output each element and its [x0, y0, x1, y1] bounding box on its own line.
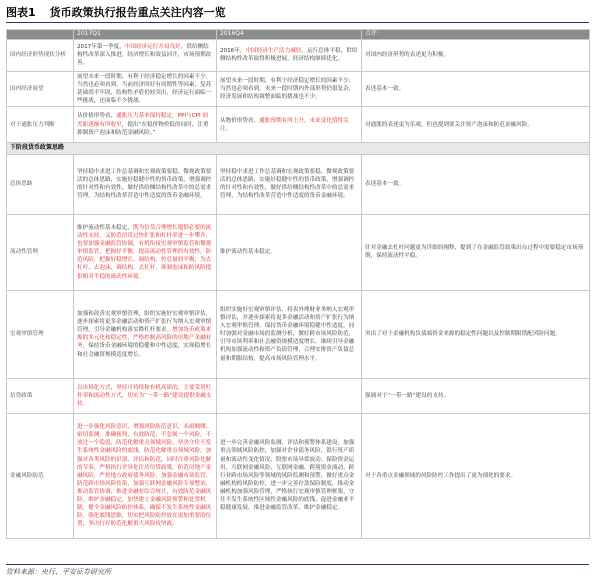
- title-rule: [6, 22, 589, 23]
- cell-comment: 对通胀的表述更为乐观，但也提到要关注资产泡沫和防范金融风险。: [362, 107, 590, 143]
- cell-2017q1: [74, 154, 217, 214]
- row-label: 信贷政策: [7, 378, 74, 413]
- table-row: [7, 107, 590, 143]
- table-row: [7, 154, 590, 214]
- cell-comment: 强调对于“一带一路”建设的支持。: [362, 378, 590, 413]
- table-row: [7, 378, 590, 413]
- highlighted-text: 中国经济运行开局良好: [124, 44, 181, 51]
- cell-comment: 突出了对于金融机构负债端资金来源的稳定性问题以及控制期限错配风险问题。: [362, 290, 590, 378]
- cell-2017q1: [74, 39, 217, 71]
- source-note: 资料来源：央行、平安证券研究所: [6, 568, 111, 576]
- figure-number: 图表1: [6, 6, 36, 19]
- header-comment: 点评: [362, 30, 590, 40]
- cell-2017q1: [74, 290, 217, 378]
- cell-comment: 表述基本一致。: [362, 154, 590, 214]
- cell-2017q1: [74, 107, 217, 143]
- row-label: 国内经济展望: [7, 71, 74, 106]
- cell-2017q1: [74, 71, 217, 106]
- cell-comment: 对国内经济形势的表述更为积极。: [362, 39, 590, 71]
- cell-2016q4: [217, 290, 362, 378]
- body-text: 2017年第一季度，: [77, 44, 125, 51]
- table-row: [7, 413, 590, 538]
- body-text: 。: [225, 125, 232, 132]
- table-row: [7, 71, 590, 106]
- cell-2016q4: [217, 378, 362, 413]
- cell-2016q4: [217, 154, 362, 214]
- body-text: 进一步完善金融风险监测、评估和预警体系建设，加强重点领域风险防控，加强对企业债务风险、银行资产质量和流动性变化情况、股票市场异常波动、保险资金运用、互联网金融风险、互联网金融、跨境资金流动、跨行业跨市场风险等领域的风险监测和预警，做好重点金融机构的风险防控，进一步完善存款保险制度，推动金融机构加强风险管理，严格执行宏观审慎管理框架，守住不发生系统性区域性金融风险的底线，促进金融业平稳健康发展，推进金融监管改革，维护金融稳定。: [220, 440, 355, 512]
- highlighted-text: 通胀预期有所上升，未来变化值得关注: [220, 117, 349, 132]
- table-header-row: [7, 30, 590, 40]
- body-text: 加强和改善宏观审慎管理，组织实施好宏观审慎评估，逐步探索将更多金融活动和资产扩张行为纳入宏观审慎管理，引导金融机构落实降杠杆要求。: [77, 310, 212, 334]
- body-text: 维护流动性基本稳定，: [77, 224, 133, 231]
- row-label: 国内经济形势现状分析: [7, 39, 74, 71]
- row-label: 宏观审慎管理: [7, 290, 74, 378]
- cell-2016q4: [217, 214, 362, 290]
- row-label: 对于通胀压力判断: [7, 107, 74, 143]
- highlighted-text: 通胀压力基本保持稳定，PPI与CPI 间差距逐渐有所收窄: [77, 113, 208, 128]
- highlighted-text: 以市场化方式，坚持可持续和有机高质的，主要采用杠杆率和流动性方式，切实为“一带一路”建设提供金融支持。: [77, 384, 212, 407]
- body-text: 维护流动性基本稳定。: [220, 249, 276, 256]
- body-text: 展望未来一段时期，有利于经济稳定增长的因素不少，当然也必须看到，未来一段时期内外部形势仍很复杂，经济发展和结构调整面临的挑战也不少。: [220, 77, 355, 100]
- table-row: [7, 39, 590, 71]
- body-text: 组织实施好宏观审慎评估，将表外理财业务纳入宏观审慎评估，并逐步探索将更多金融活动和资产扩张行为纳入宏观审慎管理，保持货币金融环境稳健中性适度，同时加强对金融市场的监测分析，做好跨市场风险防范，引导市场利率和社会融资规模适度增长。继续引导金融机构加强流动性和资产负债管理，合理安排资产负债总量和期限结构，提高市场风险管理水平。: [220, 306, 355, 362]
- cell-2016q4: [217, 413, 362, 538]
- figure-caption: 货币政策执行报告重点关注内容一览: [49, 6, 226, 19]
- cell-2016q4: [217, 107, 362, 143]
- footer-rule: [6, 564, 589, 565]
- header-2016q4: 2016Q4: [217, 30, 362, 40]
- cell-2017q1: [74, 378, 217, 413]
- highlighted-text: 进一步强化风险意识，增强风险防范意识，未雨绸缪，密切监测，准确预判，有效防范，不忽视一个风险，不放过一个隐患，防范化解重点领域风险，坚决守住不发生系统性金融风险的底线。防范化解重点领域风险，加强对各类风险的识别、评估和防范，同时注重风险化解的节奏，严格执行差异化住房信贷政策，防范房地产金融风险，严控地方政府债务风险，加强金融市场监管，防范跨市场风险传染，加强互联网金融风险专项整治，推动监管协调，推进金融业综合统计，有效防范金融风险，维护金融稳定，加快建立金融风险预警和处置机制，健全金融风险防控体系，确保不发生系统性金融风险，强化底线思维，切实把风险防控放在更加重要的位置，坚决打好防范化解重大风险攻坚战。: [77, 424, 212, 528]
- section-title: 下阶段货币政策思路: [7, 143, 590, 155]
- body-text: 从物价形势看，: [220, 117, 260, 124]
- body-text: ，提出“在稳价物价低的同时，注重抑制资产泡沫和防范金融风险。”: [77, 121, 209, 136]
- cell-comment: 表述基本一致。: [362, 71, 590, 106]
- body-text: 从价格形势看，: [77, 113, 117, 120]
- highlighted-text: 既为信贷合理增长提供必要的流动性支持，又防范信贷过快扩张和杠杆率进一步攀升，也要加强金融监管协调，有机衔接宏观审慎监管和微观审慎监管，把握好平衡，提高流动性管理的有效性，防范风险，把握好稳增长、调结构、控总量的平衡，为去杠杆、去泡沫、调结构、去杠杆，抑制泡沫和防风险提供相对平稳的流动性环境。: [77, 224, 212, 280]
- body-text: ，保持货币金融环境的稳健和中性适度，实现稳增长和社会融资规模适度增长。: [77, 343, 212, 358]
- body-text: 2016年，: [220, 48, 246, 55]
- figure-title: [6, 4, 226, 20]
- header-2017q1: 2017Q1: [74, 30, 217, 40]
- cell-2016q4: [217, 71, 362, 106]
- body-text: 坚持稳中求进工作总基调和宏观政策要稳、微观政策要活的总体思路，实施好稳健中性的货币政策，增强调控的针对性和有效性，做好供给侧结构性改革中的总需求管理，为结构性改革营造中性适度的货币金融环境。: [220, 169, 355, 200]
- table-row: [7, 290, 590, 378]
- cell-2017q1: [74, 413, 217, 538]
- highlighted-text: 增加货币政策来源的多元化和稳定性，严格控制高风险的房地产金融业务: [77, 327, 212, 350]
- header-blank: [7, 30, 74, 40]
- policy-comparison-table: [6, 29, 590, 539]
- body-text: 展望未来一段时期，有利于经济稳定增长的因素不少，当然也必须看到，当前经济回好有周期性等因素，复苏基础尚不牢固，结构性矛盾仍较突出，经济运行面临一些挑战，还面临不少挑战。: [77, 73, 212, 105]
- body-text: ，运行总体平稳，供给侧结构性改革取得积极进展，经济结构继续优化。: [220, 48, 358, 63]
- table-row: [7, 214, 590, 290]
- cell-comment: 针对金融去杠杆问题更为详细的阐释，提到了在金融监管政策出台过程中需要稳定市场预期，保持流动性平稳。: [362, 214, 590, 290]
- body-text: ，供给侧结构性改革深入推进，经济增长和效益回升，市场预期改善。: [77, 44, 212, 67]
- section-row: [7, 143, 590, 155]
- body-text: 坚持稳中求进工作总基调和宏观政策要稳、微观政策要活的总体思路，实施好稳健中性的货币政策，增强调控的针对性和有效性，做好供给侧结构性改革中的总需求管理，为结构性改革营造中性适度的货币金融环境。: [77, 169, 212, 200]
- cell-2016q4: [217, 39, 362, 71]
- row-label: 总体思路: [7, 154, 74, 214]
- cell-2017q1: [74, 214, 217, 290]
- highlighted-text: 中国经济生产活力减轻: [245, 48, 302, 55]
- row-label: 流动性管理: [7, 214, 74, 290]
- row-label: 金融风险防范: [7, 413, 74, 538]
- cell-comment: 对于各重点金融领域的风险防控工作提出了更为细化的要求。: [362, 413, 590, 538]
